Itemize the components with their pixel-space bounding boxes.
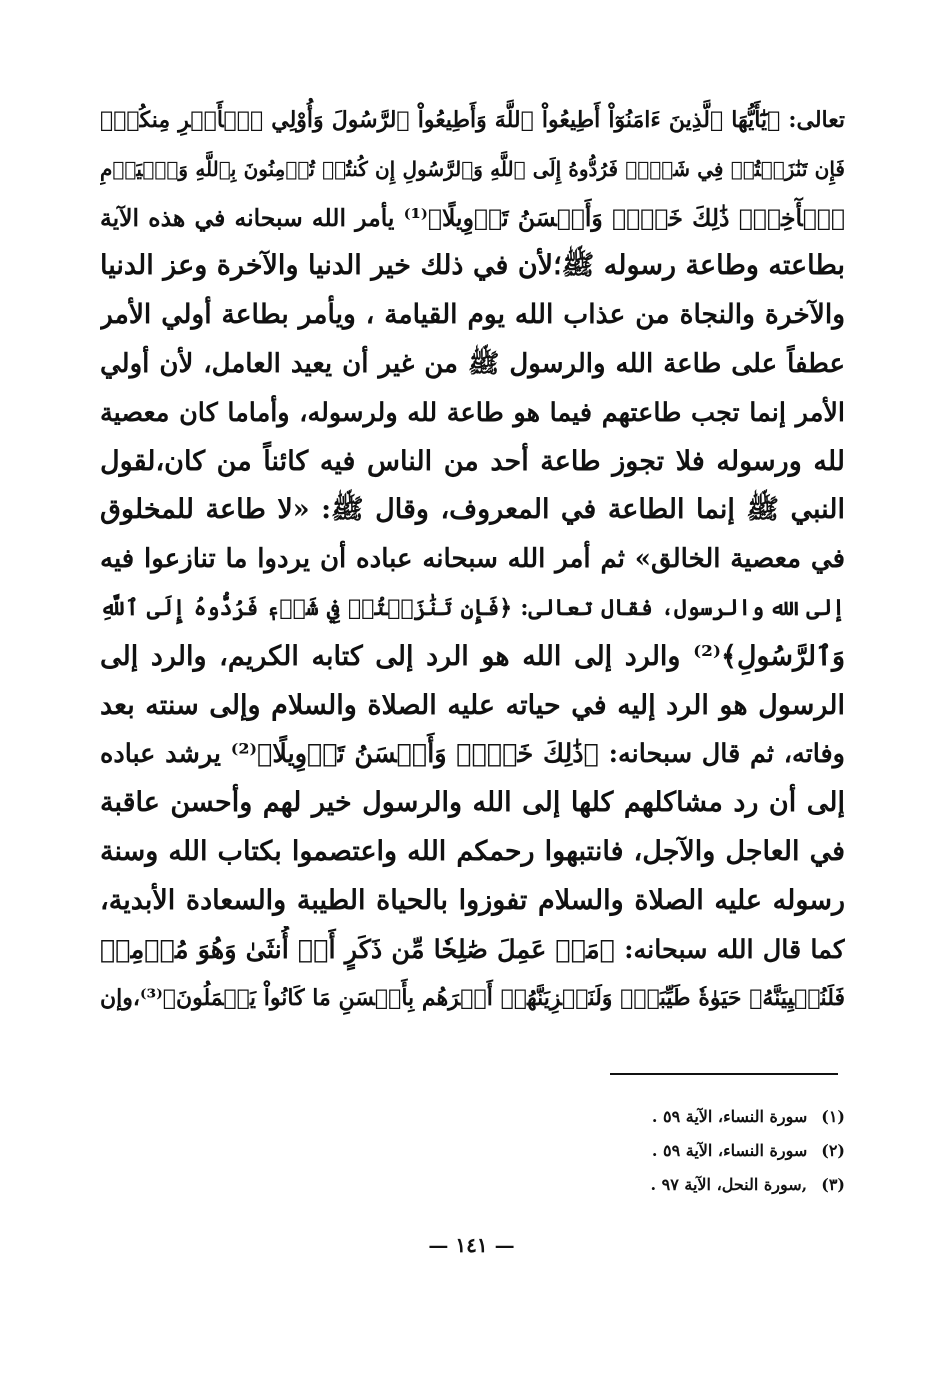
body-line: وفاته، ثم قال سبحانه: ﴿ذَٰلِكَ خَيۡرٞ وَأَحۡسَنُ تَأۡوِيلًا﴾⁽²⁾ يرشد عباده — [100, 739, 845, 770]
body-line: بطاعته وطاعة رسوله ﷺ؛لأن في ذلك خير الدنيا والآخرة وعز الدنيا — [100, 250, 845, 282]
footnote-item — [560, 1134, 845, 1168]
body-line: ٱلۡأٓخِرِۚ ذَٰلِكَ خَيۡرٞ وَأَحۡسَنُ تَأۡوِيلًا﴾⁽¹⁾ يأمر الله سبحانه في هذه الآية — [100, 203, 845, 232]
body-line: إلى الله والرسول، فقال تعالى: ﴿فَإِن تَنَٰزَعۡتُمۡ فِي شَيۡءٖ فَرُدُّوهُ إِلَى ٱللَّهِ — [100, 594, 845, 621]
body-line: في العاجل والآجل، فانتبهوا رحمكم الله واعتصموا بكتاب الله وسنة — [100, 835, 845, 867]
body-line: الأمر إنما تجب طاعتهم فيما هو طاعة لله ولرسوله، وأماما كان معصية — [100, 397, 845, 428]
footnote-item — [560, 1100, 845, 1134]
body-line: رسوله عليه الصلاة والسلام تفوزوا بالحياة الطيبة والسعادة الأبدية، — [100, 884, 845, 916]
footnote-separator — [610, 1073, 838, 1075]
body-line: كما قال الله سبحانه: ﴿مَنۡ عَمِلَ صَٰلِحٗا مِّن ذَكَرٍ أَوۡ أُنثَىٰ وَهُوَ مُؤۡمِنٞ — [100, 934, 845, 965]
body-line: تعالى: ﴿يَٰٓأَيُّهَا ٱلَّذِينَ ءَامَنُوٓاْ أَطِيعُواْ ٱللَّهَ وَأَطِيعُواْ ٱلرَّسُولَ وَأُوْلِي ٱلۡأَمۡرِ مِنكُمۡۖ — [100, 107, 845, 133]
footnote-number: (٢) — [821, 1141, 845, 1160]
body-line: النبي ﷺ إنما الطاعة في المعروف، وقال ﷺ: «لا طاعة للمخلوق — [100, 494, 845, 526]
body-line: لله ورسوله فلا تجوز طاعة أحد من الناس فيه كائناً من كان،لقول — [100, 445, 845, 477]
footnote-text: سورة النساء، الآية ٥٩ . — [651, 1141, 808, 1160]
footnote-number: (٣) — [821, 1175, 845, 1194]
body-line: والآخرة والنجاة من عذاب الله يوم القيامة ، ويأمر بطاعة أولي الأمر — [100, 299, 845, 331]
footnote-text: سورة النساء، الآية ٥٩ . — [651, 1107, 808, 1126]
footnote-text: ,سورة النحل، الآية ٩٧ . — [650, 1175, 808, 1194]
body-line: في معصية الخالق» ثم أمر الله سبحانه عباده أن يردوا ما تنازعوا فيه — [100, 544, 845, 575]
footnote-item — [560, 1168, 845, 1202]
body-text — [100, 96, 845, 1023]
footnote-number: (١) — [821, 1107, 845, 1126]
body-line: عطفاً على طاعة الله والرسول ﷺ من غير أن يعيد العامل، لأن أولي — [100, 348, 845, 379]
body-line: فَلَنُحۡيِيَنَّهُۥ حَيَوٰةٗ طَيِّبَةٗۖ وَلَنَجۡزِيَنَّهُمۡ أَجۡرَهُم بِأَحۡسَنِ مَا كَانُواْ يَعۡمَلُونَ﴾⁽³⁾،وإن — [100, 985, 845, 1012]
body-line: الرسول هو الرد إليه في حياته عليه الصلاة والسلام وإلى سنته بعد — [100, 689, 845, 721]
body-line: وَٱلرَّسُولِ﴾⁽²⁾ والرد إلى الله هو الرد إلى كتابه الكريم، والرد إلى — [100, 640, 845, 672]
body-line: إلى أن رد مشاكلهم كلها إلى الله والرسول خير لهم وأحسن عاقبة — [100, 787, 845, 819]
body-line: فَإِن تَنَٰزَعۡتُمۡ فِي شَيۡءٖ فَرُدُّوهُ إِلَى ٱللَّهِ وَٱلرَّسُولِ إِن كُنتُمۡ تُؤۡمِنُونَ بِٱللَّهِ وَٱلۡيَوۡمِ — [100, 156, 845, 181]
page-number: — ١٤١ — — [428, 1233, 515, 1257]
footnotes — [560, 1100, 845, 1202]
